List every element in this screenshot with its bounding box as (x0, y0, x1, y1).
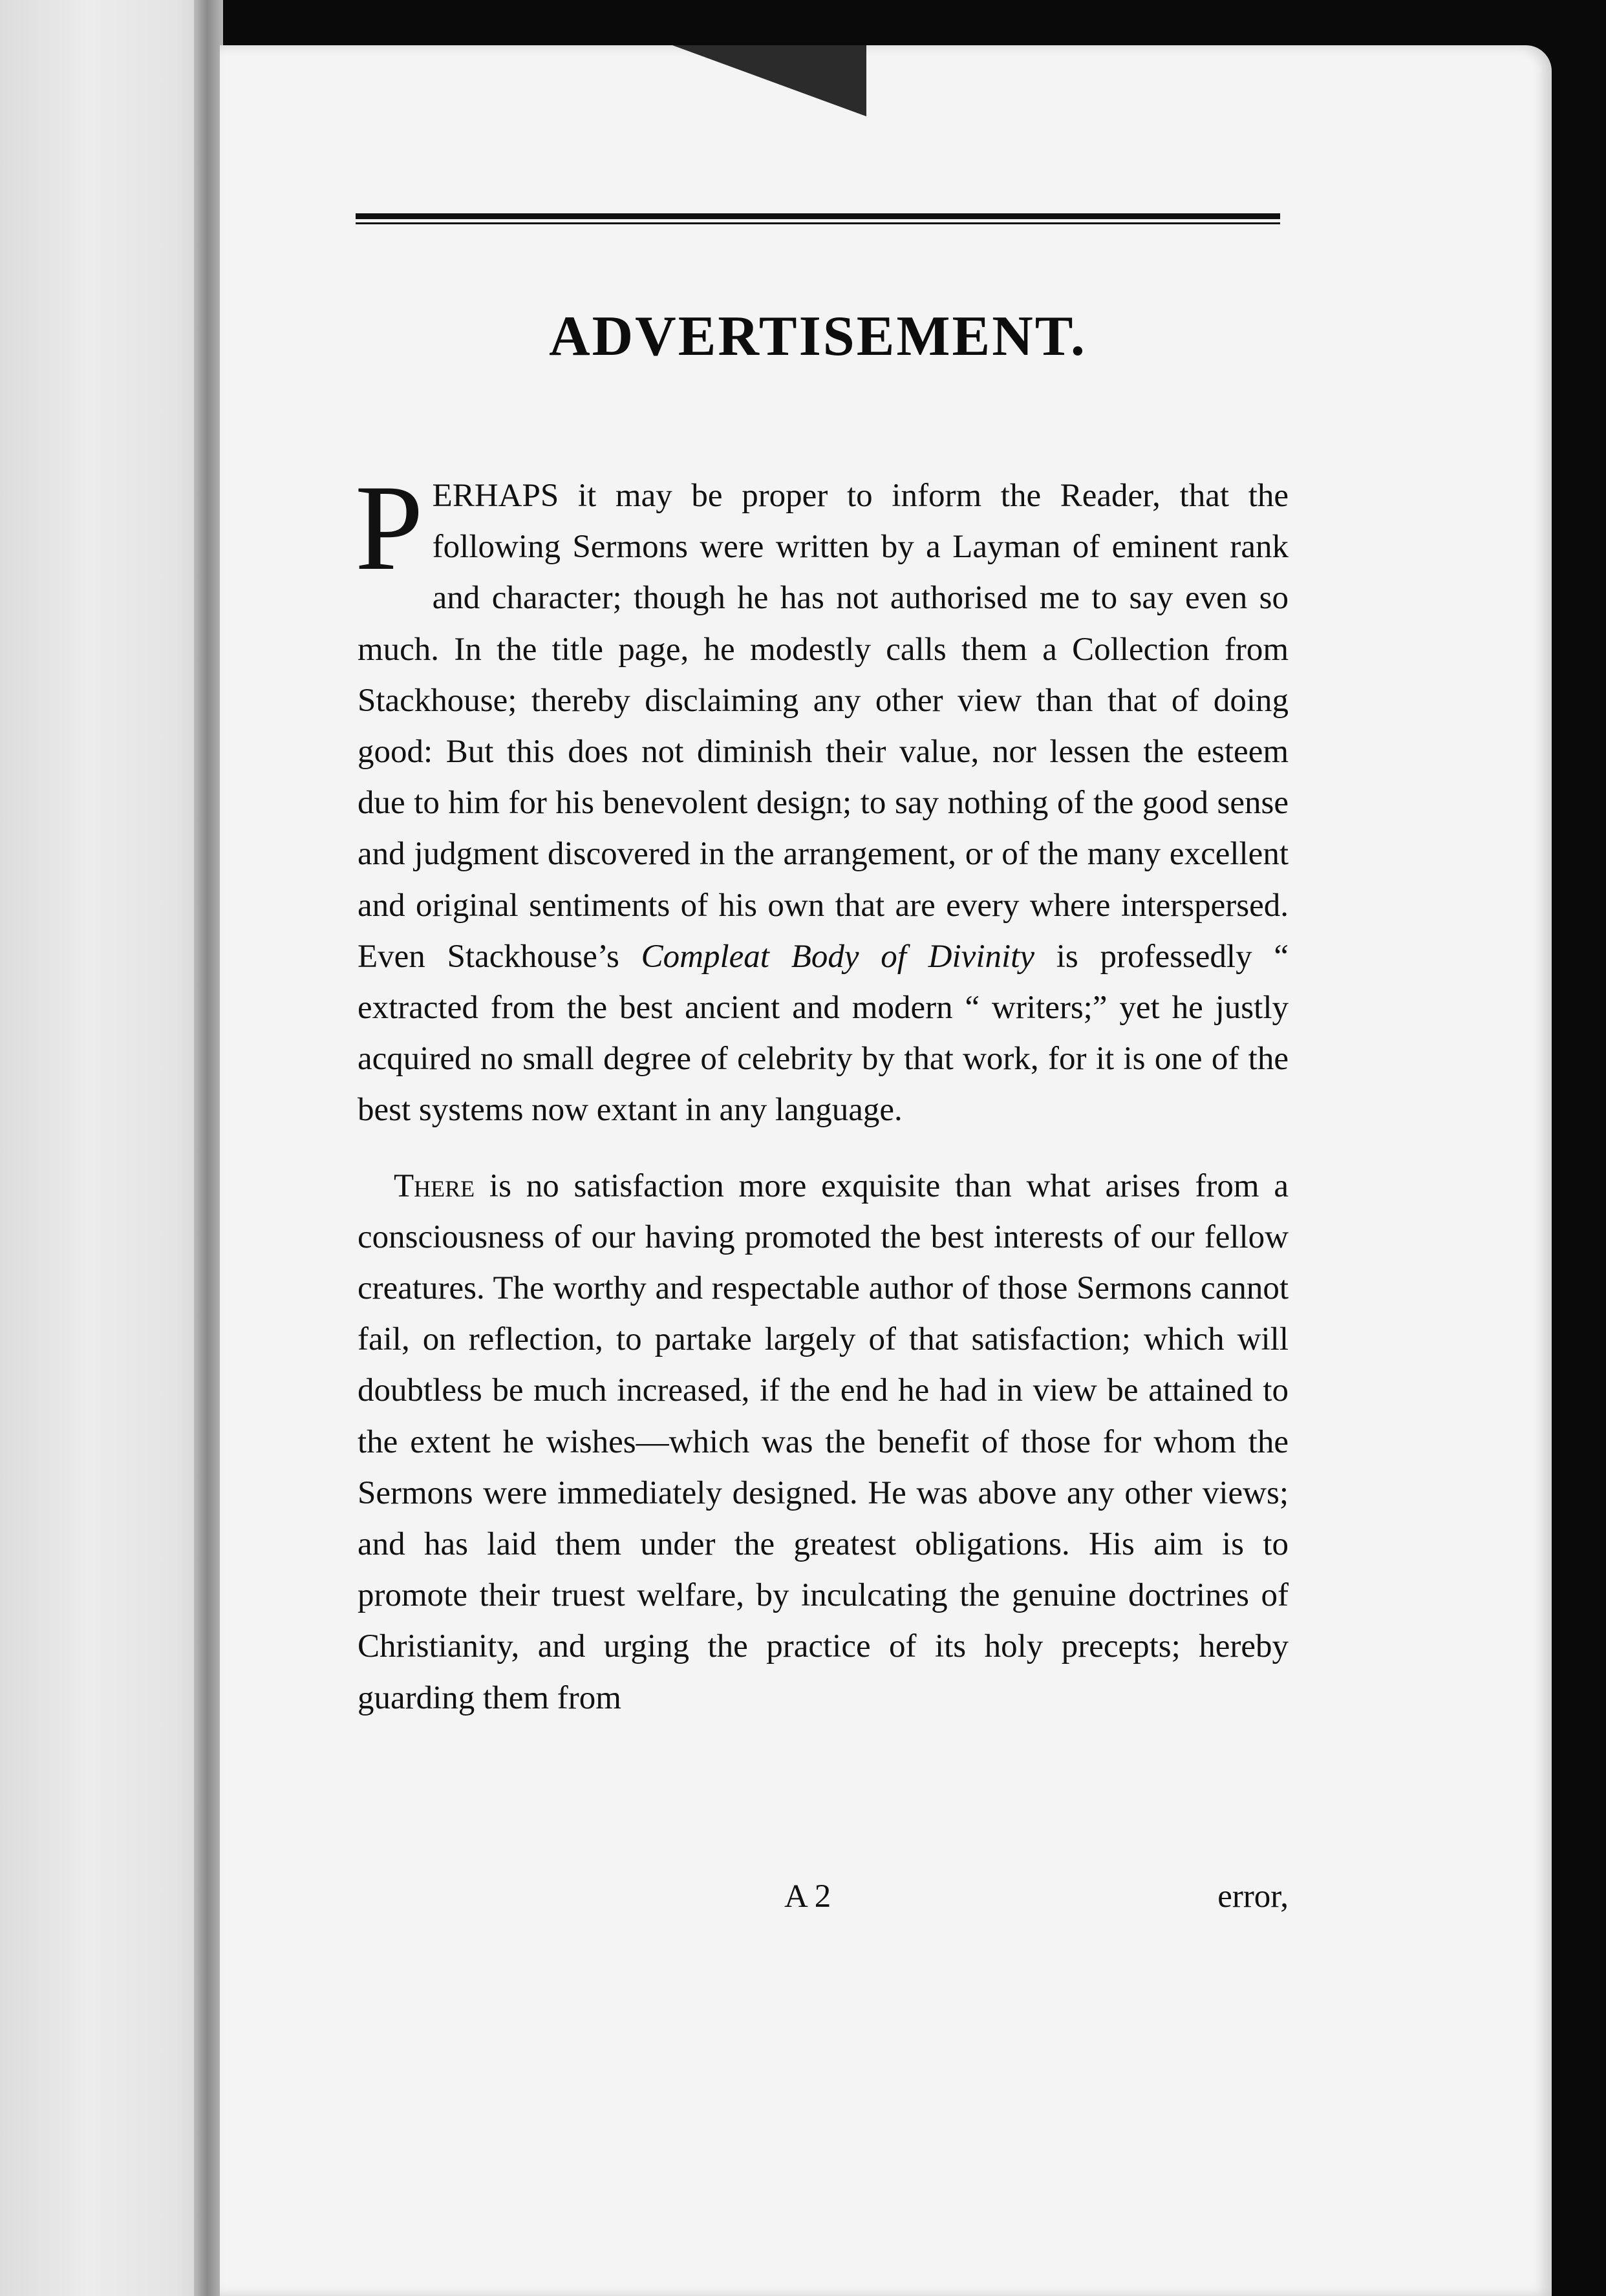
paragraph-2-opening: There (394, 1167, 475, 1204)
page-footer (358, 1878, 1289, 1929)
header-rule (356, 213, 1280, 224)
torn-corner (672, 45, 866, 116)
catchword: error, (1217, 1878, 1289, 1915)
facing-page-edge (0, 0, 220, 2296)
drop-cap: P (355, 460, 423, 596)
page-title: ADVERTISEMENT. (549, 305, 1087, 368)
paragraph-1-tail: is professedly “ extracted from the best ancient and modern “ writers;” yet he justly acquired no small degree of celebrity by that work, for it is one of the best systems now extant in any language. (358, 938, 1289, 1129)
paragraph-2 (358, 1161, 1289, 1724)
signature-mark: A 2 (784, 1878, 831, 1915)
book-gutter (194, 0, 223, 2296)
body-text (355, 460, 1289, 1724)
book-title-italic: Compleat Body of Divinity (641, 938, 1034, 975)
paragraph-1 (355, 460, 1289, 1136)
paragraph-2-body: is no satisfaction more exquisite than what arises from a consciousness of our having promoted the best interests of our fellow creatures. The worthy and respectable author of those Sermons cannot fail, on reflection, to partake largely of that satisfaction; which will doubtless be much increased, if the end he had in view be attained to the extent he wishes—which was the benefit of those for whom the Sermons were immediately designed. He was above any other views; and has laid them under the greatest obligations. His aim is to promote their truest welfare, by inculcating the genuine doctrines of Christianity, and urging the practice of its holy precepts; hereby guarding them from (358, 1167, 1289, 1716)
paragraph-1-opening: ERHAPS (432, 478, 559, 514)
paragraph-1-body: it may be proper to inform the Reader, that the following Sermons were written by a Layman of eminent rank and character; though he has not authorised me to say even so much. In the title page, he modestly calls them a Collection from Stackhouse; thereby disclaiming any other view than that of doing good: But this does not diminish their value, nor lessen the esteem due to him for his benevolent design; to say nothing of the good sense and judgment discovered in the arrangement, or of the many excellent and original sentiments of his own that are every where interspersed. Even Stackhouse’s (358, 478, 1289, 975)
